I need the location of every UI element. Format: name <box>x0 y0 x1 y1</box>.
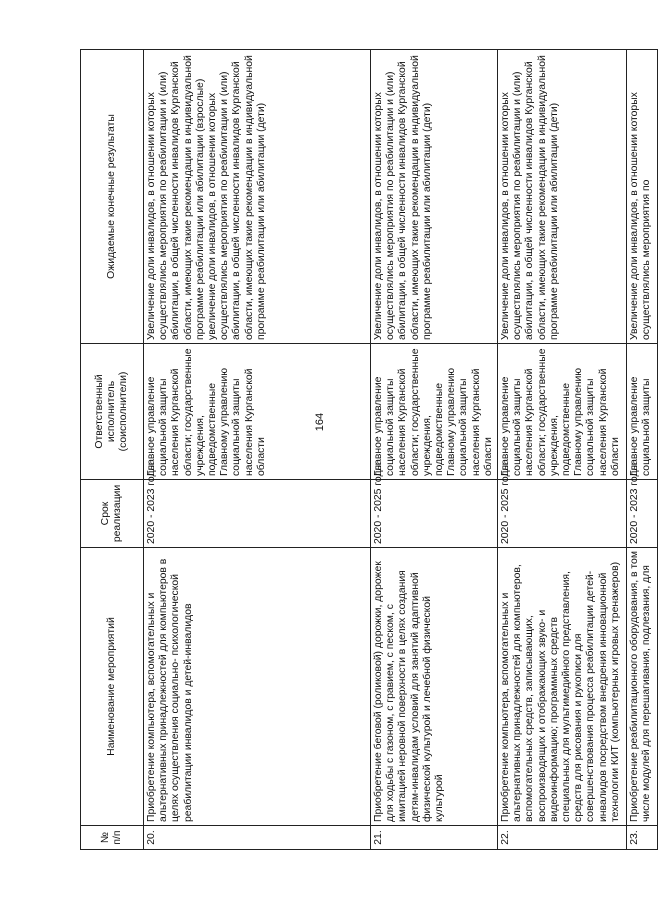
row-result-adults: Увеличение доли инвалидов, в отношении которых осуществлялись мероприятия по реабилитации и (или) абилитации, в общей численности инвалидов Курганской области, имеющих такие рекомендации в индивидуальной программе реабилитации или абилитации (взрослые) <box>146 55 206 340</box>
row-executor: Главное управление социальной защиты населения Курганской области; государственные учреждения, подведомственные Главному управлению социальной защиты населения Курганской области <box>498 344 627 480</box>
header-result: Ожидаемые конечные результаты <box>81 50 144 344</box>
measures-table <box>80 49 658 850</box>
page-number: 164 <box>314 412 326 432</box>
row-period: 2020 - 2025 годы <box>498 480 627 548</box>
table-row <box>498 50 627 850</box>
row-num: 23. <box>627 826 658 850</box>
row-period: 2020 - 2023 годы <box>144 480 371 548</box>
header-name: Наименование мероприятий <box>81 548 144 826</box>
table-row <box>627 50 658 850</box>
row-name: Приобретение компьютера, вспомогательных и альтернативных принадлежностей для компьютеров, вспомогательных средств, записывающих, воспроизводящих и отображающих звуко- и видеоинформацию; программных средств специальных для мультимедийного представления, средств для рисования и рукописи для совершенствования процесса реабилитации детей-инвалидов посредством внедрения инновационной технологии КИТ (компьютерных игровых тренажеров) <box>498 548 627 826</box>
row-result: Увеличение доли инвалидов, в отношении которых осуществлялись мероприятия по реабилитации и (или) абилитации, в общей численности инвалидов Курганской области, имеющих такие рекомендации в индивидуальной программе реабилитации или абилитации (дети) <box>371 50 498 344</box>
row-name: Приобретение беговой (роликовой) дорожки, дорожек для ходьбы с газоном, с гравием, с песком, с имитацией неровной поверхности в целях создания детям-инвалидам условий для занятий адаптивной физической культурой и лечебной физической культурой <box>371 548 498 826</box>
row-name: Приобретение реабилитационного оборудования, в том числе модулей для перешагивания, подлезания, для <box>627 548 658 826</box>
table-row <box>371 50 498 850</box>
row-name: Приобретение компьютера, вспомогательных и альтернативных принадлежностей для компьютеров в целях осуществления социально- психологической реабилитации инвалидов и детей-инвалидов <box>144 548 371 826</box>
table-row <box>144 50 371 850</box>
row-executor: Главное управление социальной защиты населения Курганской области; государственные учреждения, подведомственные Главному управлению социальной защиты населения Курганской области <box>144 344 371 480</box>
row-result: Увеличение доли инвалидов, в отношении которых осуществлялись мероприятия по <box>627 50 658 344</box>
table-header-row <box>81 50 144 850</box>
row-executor: Главное управление социальной защиты <box>627 344 658 480</box>
row-period: 2020 - 2023 годы <box>627 480 658 548</box>
table-rotated-wrapper <box>80 50 653 850</box>
row-result <box>144 50 371 344</box>
row-executor: Главное управление социальной защиты населения Курганской области; государственные учреждения, подведомственные Главному управлению социальной защиты населения Курганской области <box>371 344 498 480</box>
row-num: 20. <box>144 826 371 850</box>
header-executor: Ответственный исполнитель (соисполнители) <box>81 344 144 480</box>
row-num: 22. <box>498 826 627 850</box>
row-period: 2020 - 2025 годы <box>371 480 498 548</box>
header-num: № п/п <box>81 826 144 850</box>
header-period: Срок реализации <box>81 480 144 548</box>
row-num: 21. <box>371 826 498 850</box>
row-result-children: увеличение доли инвалидов, в отношении которых осуществлялись мероприятия по реабилитации и (или) абилитации, в общей численности инвалидов Курганской области, имеющих такие рекомендации в индивидуальной программе реабилитации или абилитации (дети) <box>207 55 267 340</box>
row-result: Увеличение доли инвалидов, в отношении которых осуществлялись мероприятия по реабилитации и (или) абилитации, в общей численности инвалидов Курганской области, имеющих такие рекомендации в индивидуальной программе реабилитации или абилитации (дети) <box>498 50 627 344</box>
